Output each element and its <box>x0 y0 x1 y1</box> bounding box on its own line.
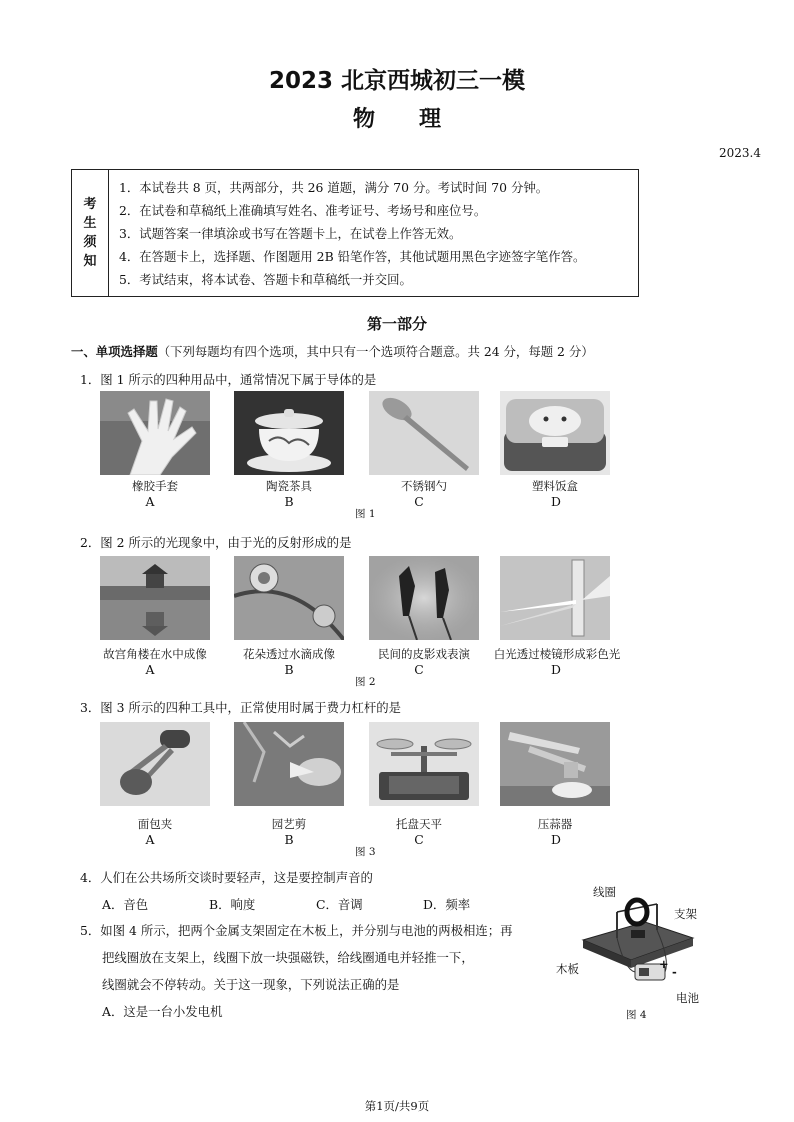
label-board: 木板 <box>556 962 579 976</box>
option-caption: 橡胶手套 <box>132 479 178 493</box>
section-heading: 一、单项选择题 <box>71 344 158 359</box>
option-letter: A <box>145 662 155 677</box>
garlic-press-image <box>500 722 610 806</box>
question-1-stem: 1．图 1 所示的四种用品中，通常情况下属于导体的是 <box>80 372 377 387</box>
option-caption: 陶瓷茶具 <box>266 479 312 493</box>
option-letter: B <box>284 494 294 509</box>
option-letter: C <box>414 662 424 677</box>
section-heading-line <box>71 342 594 360</box>
option-letter: A <box>145 832 155 847</box>
option-caption: 压蒜器 <box>537 817 573 831</box>
figure-label: 图 2 <box>355 676 376 688</box>
label-plus: + <box>659 957 669 971</box>
question-5-option-a: A．这是一台小发电机 <box>102 1004 223 1019</box>
label-minus: - <box>672 965 677 979</box>
figure-4-caption: 图 4 <box>626 1009 647 1021</box>
option-a: A．音色 <box>102 897 149 912</box>
option-c: C．音调 <box>316 897 363 912</box>
label-coil: 线圈 <box>593 885 616 899</box>
rubber-glove-image <box>100 391 210 475</box>
label-bracket: 支架 <box>674 907 697 921</box>
notice-label-char: 考 <box>83 197 97 212</box>
option-letter: B <box>284 832 294 847</box>
figure-label: 图 1 <box>355 508 376 520</box>
notice-item: 3．试题答案一律填涂或书写在答题卡上，在试卷上作答无效。 <box>119 226 462 241</box>
steel-spoon-image <box>369 391 479 475</box>
shadow-puppet-image <box>369 556 479 640</box>
option-letter: C <box>414 494 424 509</box>
page-footer: 第1页/共9页 <box>364 1099 430 1113</box>
option-caption: 面包夹 <box>137 817 173 831</box>
question-3-stem: 3．图 3 所示的四种工具中，正常使用时属于费力杠杆的是 <box>80 700 402 715</box>
option-caption: 故宫角楼在水中成像 <box>103 647 207 661</box>
notice-label-char: 知 <box>83 254 97 269</box>
label-battery: 电池 <box>676 991 699 1005</box>
option-caption: 托盘天平 <box>396 817 442 831</box>
section-desc: （下列每题均有四个选项，其中只有一个选项符合题意。共 24 分，每题 2 分） <box>157 344 594 359</box>
option-caption: 民间的皮影戏表演 <box>378 647 470 661</box>
notice-item: 2．在试卷和草稿纸上准确填写姓名、准考证号、考场号和座位号。 <box>119 203 487 218</box>
question-4-stem: 4．人们在公共场所交谈时要轻声，这是要控制声音的 <box>80 870 373 885</box>
option-d: D．频率 <box>423 897 471 912</box>
bread-tongs-image <box>100 722 210 806</box>
option-caption: 不锈钢勺 <box>401 479 447 493</box>
notice-item: 4．在答题卡上，选择题、作图题用 2B 铅笔作答，其他试题用黑色字迹签字笔作答。 <box>119 249 586 264</box>
option-letter: D <box>551 662 561 677</box>
question-5-line: 把线圈放在支架上，线圈下放一块强磁铁，给线圈通电并轻推一下， <box>102 950 474 965</box>
corner-tower-image <box>100 556 210 640</box>
option-b: B．响度 <box>209 897 256 912</box>
notice-item: 1．本试卷共 8 页，共两部分，共 26 道题，满分 70 分。考试时间 70 分钟。 <box>119 180 549 195</box>
notice-label <box>72 170 109 296</box>
question-2-stem: 2．图 2 所示的光现象中，由于光的反射形成的是 <box>80 535 352 550</box>
question-5-line: 5．如图 4 所示，把两个金属支架固定在木板上，并分别与电池的两极相连；再 <box>80 923 513 938</box>
notice-box <box>71 169 639 297</box>
subject-title: 物理 <box>352 107 485 132</box>
notice-item: 5．考试结束，将本试卷、答题卡和草稿纸一并交回。 <box>119 272 412 287</box>
tray-balance-image <box>369 722 479 806</box>
option-letter: D <box>551 494 561 509</box>
question-4-options <box>102 895 530 913</box>
exam-date: 2023.4 <box>719 146 761 160</box>
notice-items <box>109 170 638 296</box>
part-title: 第一部分 <box>366 315 427 333</box>
question-5-line: 线圈就会不停转动。关于这一现象，下列说法正确的是 <box>102 977 400 992</box>
notice-label-char: 生 <box>83 216 97 231</box>
figure-label: 图 3 <box>355 846 376 858</box>
exam-title: 2023 北京西城初三一模 <box>268 68 526 94</box>
option-letter: B <box>284 662 294 677</box>
option-caption: 塑料饭盒 <box>532 479 578 493</box>
garden-shears-image <box>234 722 344 806</box>
water-droplet-image <box>234 556 344 640</box>
option-letter: A <box>145 494 155 509</box>
option-caption: 花朵透过水滴成像 <box>243 647 335 661</box>
option-caption: 园艺剪 <box>271 817 307 831</box>
plastic-lunch-box-image <box>500 391 610 475</box>
option-letter: D <box>551 832 561 847</box>
notice-label-char: 须 <box>83 235 97 250</box>
option-letter: C <box>414 832 424 847</box>
option-caption: 白光透过棱镜形成彩色光 <box>493 647 621 661</box>
ceramic-tea-set-image <box>234 391 344 475</box>
prism-dispersion-image <box>500 556 610 640</box>
